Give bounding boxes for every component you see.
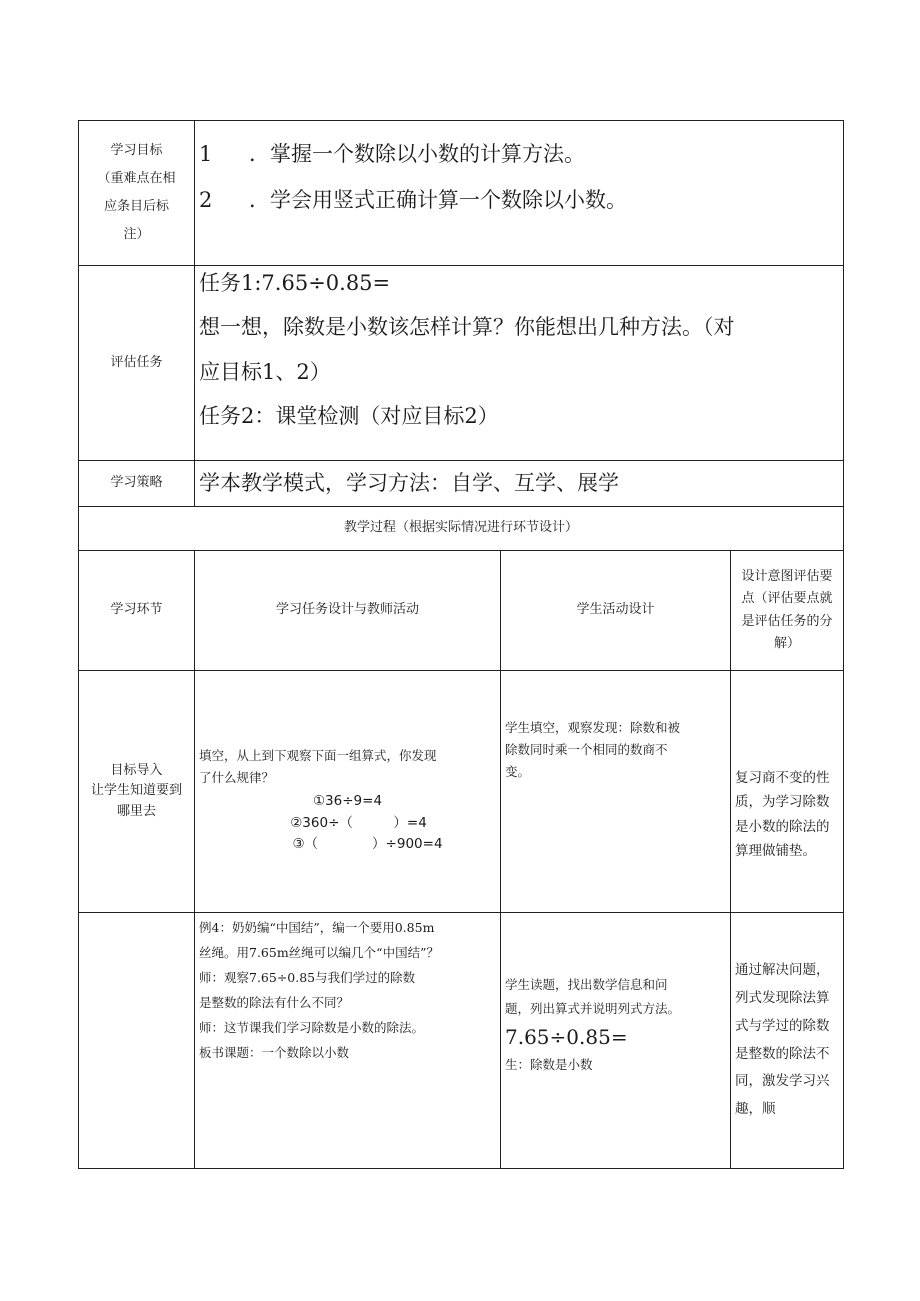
teacher-example-line: 师：观察7.65÷0.85与我们学过的除数	[199, 970, 416, 985]
student-example-line: 学生读题，找出数学信息和问	[505, 977, 668, 992]
objective-text: ．掌握一个数除以小数的计算方法。	[249, 142, 585, 166]
assessment-task-1-question: 想一想，除数是小数该怎样计算？你能想出几种方法。（对	[199, 315, 735, 340]
teacher-example-line: 丝绳。用7.65m丝绳可以编几个“中国结”？	[199, 945, 439, 960]
strategy-label: 学习策略	[79, 461, 195, 507]
equation-text: ①36÷9=4	[312, 792, 383, 809]
teacher-example-line: 板书课题：一个数除以小数	[199, 1045, 350, 1060]
teacher-example-line: 师：这节课我们学习除数是小数的除法。	[199, 1020, 425, 1035]
stage-intro-line: 哪里去	[116, 803, 156, 819]
equation-3	[199, 834, 496, 856]
header-intent-line: 解）	[774, 635, 801, 651]
objectives-label-line: 学习目标	[110, 143, 163, 158]
assessment-label: 评估任务	[79, 266, 195, 461]
stage-example-intent	[731, 913, 844, 1169]
intent-intro-line: 算理做铺垫。	[735, 842, 816, 859]
stage-intro-line: 目标导入	[110, 763, 163, 779]
equation-text: ②360÷（ ）=4	[290, 814, 427, 831]
header-teacher: 学习任务设计与教师活动	[195, 551, 501, 671]
intent-intro-line: 质，为学习除数	[735, 794, 830, 811]
objectives-row	[79, 121, 844, 266]
assessment-task-1-target: 应目标1、2）	[199, 359, 331, 384]
intent-example-line: 同，激发学习兴	[735, 1073, 830, 1090]
strategy-content: 学本教学模式，学习方法：自学、互学、展学	[195, 461, 844, 507]
process-title-row	[79, 507, 844, 551]
assessment-task-1: 任务1:7.65÷0.85=	[199, 271, 391, 295]
header-intent-line: 设计意图评估要	[741, 569, 833, 585]
stage-intro-student	[501, 671, 731, 913]
equation-2	[199, 813, 496, 835]
objective-text: ．学会用竖式正确计算一个数除以小数。	[249, 188, 627, 213]
teacher-example-line: 是整数的除法有什么不同？	[199, 995, 350, 1010]
intent-intro-line: 复习商不变的性	[735, 769, 830, 786]
objectives-label-line: 应条目后标	[103, 199, 169, 214]
objectives-label	[79, 121, 195, 266]
stage-row-intro	[79, 671, 844, 913]
intent-example-line: 式与学过的除数	[735, 1017, 830, 1034]
intent-intro-line: 是小数的除法的	[735, 818, 830, 835]
stage-example-student	[501, 913, 731, 1169]
objectives-content	[195, 121, 844, 266]
assessment-content	[195, 266, 844, 461]
strategy-row	[79, 461, 844, 507]
student-example-line: 题，列出算式并说明列式方法。	[505, 1000, 681, 1016]
stage-example-teacher	[195, 913, 501, 1169]
intent-example-line: 列式发现除法算	[735, 990, 830, 1007]
header-intent-line: 是评估任务的分	[741, 613, 833, 629]
objectives-label-line: 注）	[123, 227, 150, 242]
header-student: 学生活动设计	[501, 551, 731, 671]
stage-intro-label	[79, 671, 195, 913]
objective-item	[199, 185, 843, 215]
stage-row-example	[79, 913, 844, 1169]
teacher-example-line: 例4：奶奶编“中国结”，编一个要用0.85m	[199, 920, 435, 935]
header-intent-line: 点（评估要点就	[741, 591, 833, 607]
student-example-equation: 7.65÷0.85=	[505, 1024, 628, 1049]
objective-number: 1	[199, 142, 213, 166]
teacher-intro-line: 了什么规律？	[199, 770, 275, 786]
student-example-answer: 生：除数是小数	[505, 1056, 593, 1072]
objectives-label-line: （重难点在相	[97, 171, 176, 186]
teacher-intro-line: 填空，从上到下观察下面一组算式，你发现	[199, 748, 437, 764]
intent-example-line: 是整数的除法不	[735, 1045, 830, 1062]
intent-example-line: 趣，顺	[735, 1100, 776, 1117]
header-intent	[731, 551, 844, 671]
assessment-task-2: 任务2：课堂检测（对应目标2）	[199, 404, 499, 429]
intent-example-line: 通过解决问题，	[735, 962, 830, 979]
student-intro-line: 除数同时乘一个相同的数商不	[505, 741, 668, 757]
process-title: 教学过程（根据实际情况进行环节设计）	[79, 507, 844, 551]
header-stage: 学习环节	[79, 551, 195, 671]
column-header-row	[79, 551, 844, 671]
student-intro-line: 学生填空，观察发现：除数和被	[505, 720, 681, 735]
stage-intro-line: 让学生知道要到	[90, 783, 182, 799]
objective-item	[199, 139, 843, 169]
assessment-row	[79, 266, 844, 461]
stage-intro-intent	[731, 671, 844, 913]
stage-example-label	[79, 913, 195, 1169]
stage-intro-teacher	[195, 671, 501, 913]
student-intro-line: 变。	[505, 763, 531, 779]
equation-1	[199, 791, 496, 813]
objective-number: 2	[199, 188, 213, 213]
lesson-plan-table	[78, 120, 844, 1169]
equation-text: ③（ ）÷900=4	[292, 836, 443, 853]
